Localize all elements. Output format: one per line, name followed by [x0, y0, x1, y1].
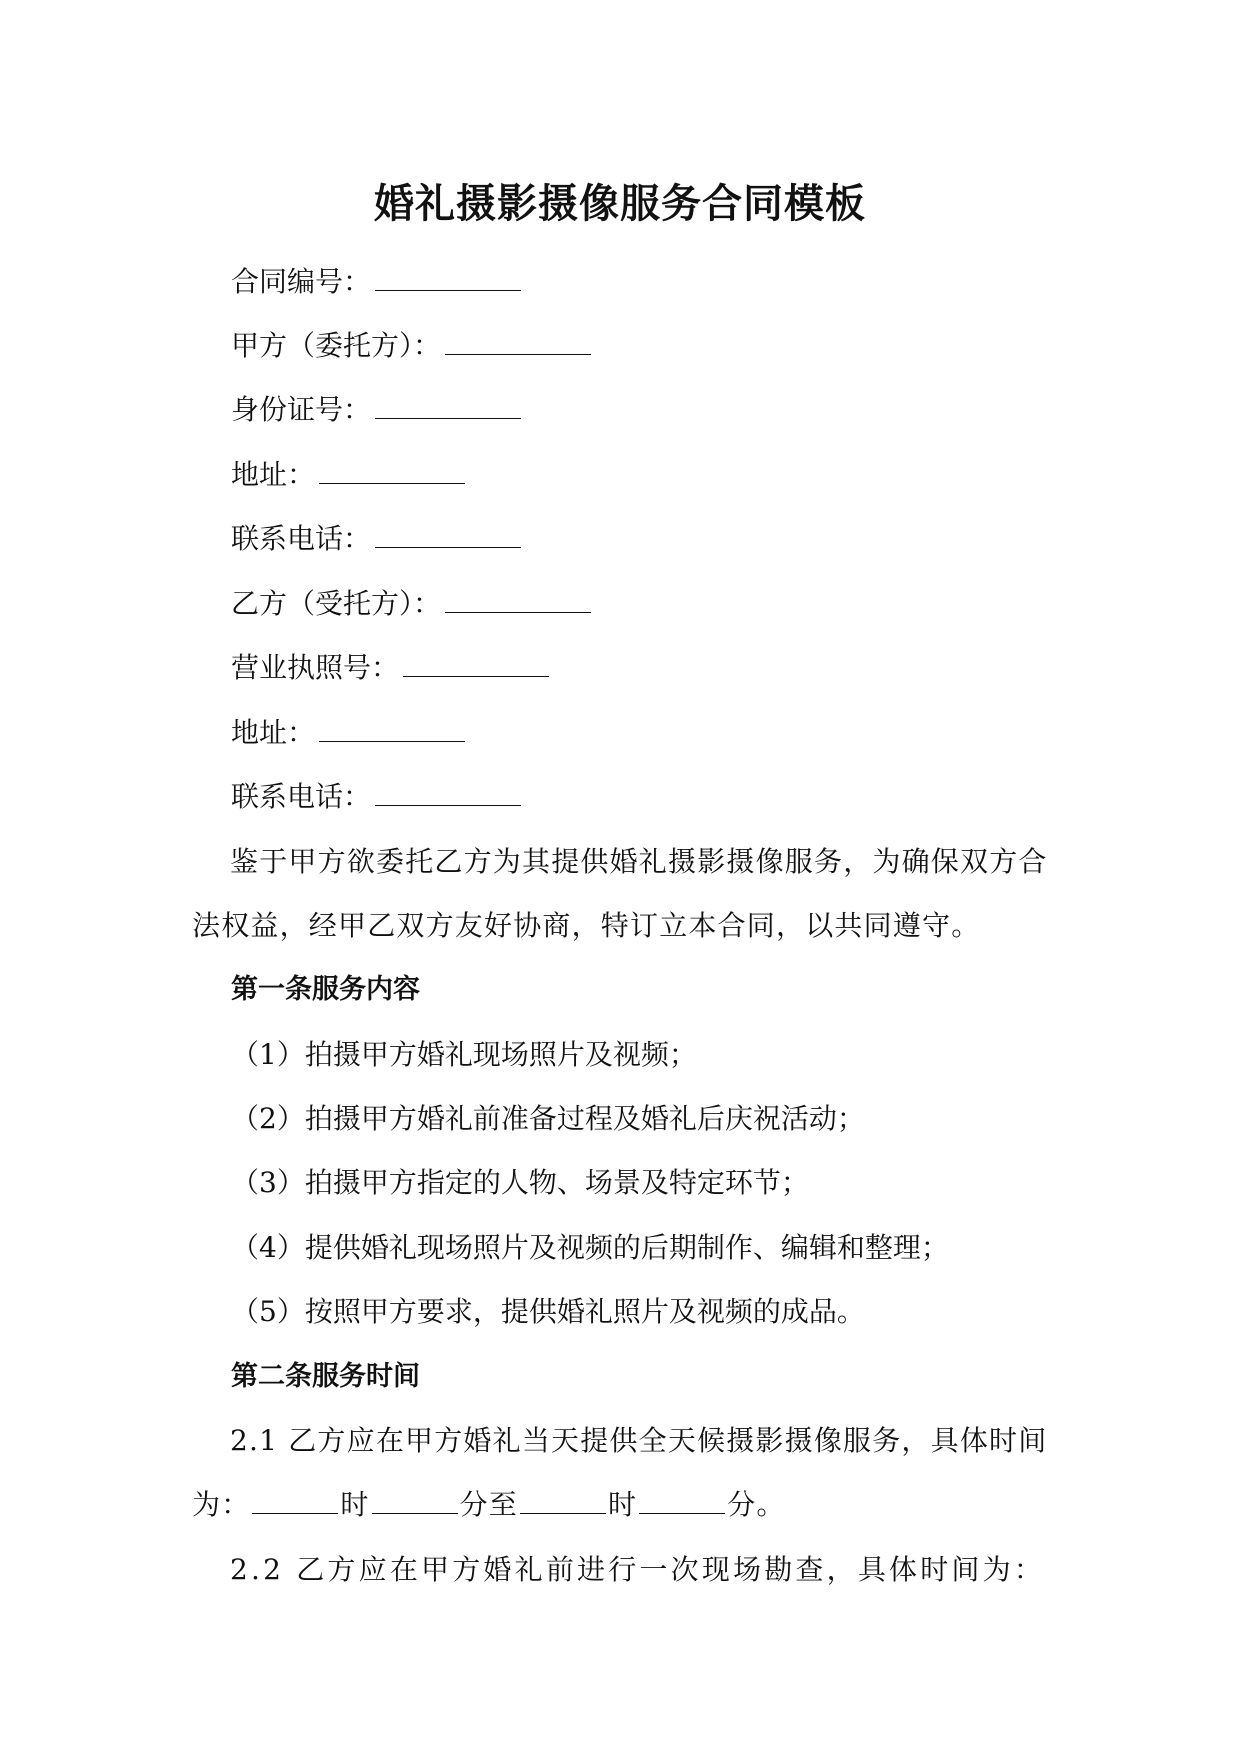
clause-text: 为： — [192, 1488, 251, 1521]
party-a-field — [231, 326, 591, 366]
article-2-heading: 第二条服务时间 — [231, 1361, 420, 1392]
clause-2-1-time-line — [192, 1485, 1060, 1525]
field-label: 地址： — [231, 716, 316, 749]
clause-text: 2.2 乙方应在甲方婚礼前进行一次现场勘查，具体时间为： — [230, 1553, 1046, 1586]
field-label: 甲方（委托方）： — [231, 329, 442, 362]
clause-text: 2.1 乙方应在甲方婚礼当天提供全天候摄影摄像服务，具体时间 — [230, 1424, 1048, 1457]
contract-number-field — [231, 262, 521, 302]
party-b-field — [231, 584, 591, 624]
preamble-text: 鉴于甲方欲委托乙方为其提供婚礼摄影摄像服务，为确保双方合 — [230, 845, 1048, 878]
clause-text: 时 — [340, 1488, 370, 1521]
article-1-heading: 第一条服务内容 — [231, 974, 420, 1005]
clause-2-2-line — [192, 1550, 1060, 1590]
field-label: 身份证号： — [231, 393, 372, 426]
clause-text: 分。 — [727, 1488, 786, 1521]
fill-in-blank — [375, 519, 521, 548]
preamble-text: 法权益，经甲乙双方友好协商，特订立本合同，以共同遵守。 — [192, 909, 981, 942]
field-label: 合同编号： — [231, 265, 372, 298]
party-b-address-field — [231, 713, 465, 753]
business-license-field — [231, 648, 549, 688]
party-a-address-field — [231, 455, 465, 495]
list-item: （2）拍摄甲方婚礼前准备过程及婚礼后庆祝活动； — [231, 1102, 865, 1135]
fill-in-blank — [375, 262, 521, 291]
party-a-phone-field — [231, 519, 521, 559]
field-label: 乙方（受托方）： — [231, 587, 442, 620]
list-item: （5）按照甲方要求，提供婚礼照片及视频的成品。 — [231, 1295, 865, 1328]
fill-in-blank — [445, 584, 591, 613]
clause-text: 时 — [608, 1488, 638, 1521]
preamble-line — [192, 906, 1060, 946]
fill-in-blank — [403, 648, 549, 677]
preamble-line — [192, 842, 1060, 882]
fill-in-blank — [639, 1485, 725, 1514]
party-b-phone-field — [231, 777, 521, 817]
fill-in-blank — [375, 390, 521, 419]
list-item: （1）拍摄甲方婚礼现场照片及视频； — [231, 1038, 697, 1071]
clause-2-1-line — [192, 1421, 1060, 1461]
clause-text: 分至 — [459, 1488, 519, 1521]
fill-in-blank — [520, 1485, 606, 1514]
field-label: 联系电话： — [231, 522, 372, 555]
field-label: 营业执照号： — [231, 651, 400, 684]
document-title: 婚礼摄影摄像服务合同模板 — [374, 181, 866, 227]
fill-in-blank — [375, 777, 521, 806]
fill-in-blank — [372, 1485, 458, 1514]
fill-in-blank — [319, 713, 465, 742]
list-item: （4）提供婚礼现场照片及视频的后期制作、编辑和整理； — [231, 1231, 949, 1264]
field-label: 联系电话： — [231, 780, 372, 813]
id-number-field — [231, 390, 521, 430]
fill-in-blank — [252, 1485, 338, 1514]
list-item: （3）拍摄甲方指定的人物、场景及特定环节； — [231, 1166, 809, 1199]
field-label: 地址： — [231, 458, 316, 491]
fill-in-blank — [319, 455, 465, 484]
fill-in-blank — [445, 326, 591, 355]
